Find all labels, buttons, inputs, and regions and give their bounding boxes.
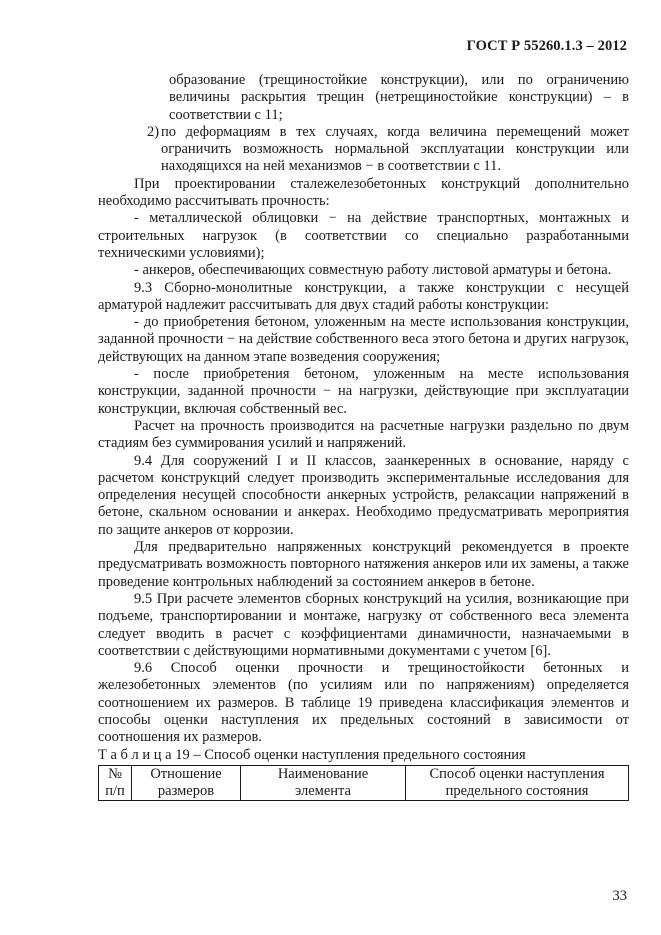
paragraph-item1-continuation: образование (трещиностойкие конструкции), или по ограничению величины раскрытия трещин (нетрещиностойкие конструкции) – в соответствии с 11; bbox=[169, 72, 629, 123]
paragraph: - после приобретения бетоном, уложенным на месте использования конструкции, заданной прочности − на нагрузки, действующие при эксплуатации конструкции, включая собственный вес. bbox=[98, 366, 629, 417]
table-caption: Т а б л и ц а 19 – Способ оценки наступления предельного состояния bbox=[98, 746, 526, 763]
table-19 bbox=[98, 765, 629, 801]
list-item-2 bbox=[98, 124, 629, 176]
table-header-cell: Способ оценки наступления предельного состояния bbox=[406, 765, 629, 800]
page-number: 33 bbox=[612, 888, 627, 904]
section-9-6: 9.6 Способ оценки прочности и трещиностойкости бетонных и железобетонных элементов (по усилиям или по напряжениям) определяется соотношением их размеров. В таблице 19 приведена классификация элементов и способы оценки наступления их предельных состояний в зависимости от соотношения их размеров. bbox=[98, 660, 629, 746]
section-9-3: 9.3 Сборно-монолитные конструкции, а также конструкции с несущей арматурой надлежит рассчитывать для двух стадий работы конструкции: bbox=[98, 279, 629, 313]
list-item-text: по деформациям в тех случаях, когда величина перемещений может ограничить возможность нормальной эксплуатации конструкции или находящихся на ней механизмов − в соответствии с 11. bbox=[161, 123, 629, 175]
table-header-cell: № п/п bbox=[99, 765, 132, 800]
paragraph: Расчет на прочность производится на расчетные нагрузки раздельно по двум стадиям без суммирования усилий и напряжений. bbox=[98, 417, 629, 452]
section-9-4: 9.4 Для сооружений I и II классов, заанкеренных в основание, наряду с расчетом конструкций следует производить экспериментальные исследования для определения несущей способности анкерных устройств, релаксации напряжений в бетоне, скальном основании и анкерах. Необходимо предусматривать мероприятия по защите анкеров от коррозии. bbox=[98, 452, 629, 538]
page-body bbox=[98, 72, 629, 801]
paragraph: - анкеров, обеспечивающих совместную работу листовой арматуры и бетона. bbox=[134, 262, 612, 279]
table-header-row bbox=[99, 765, 629, 800]
paragraph: - металлической облицовки − на действие транспортных, монтажных и строительных нагрузок (в соответствии со специально разработанными техническими условиями); bbox=[98, 210, 629, 261]
paragraph: При проектировании сталежелезобетонных конструкций дополнительно необходимо рассчитывать прочность: bbox=[98, 175, 629, 210]
table-header-cell: Наименование элемента bbox=[241, 765, 406, 800]
table-header-cell: Отношение размеров bbox=[132, 765, 241, 800]
paragraph: - до приобретения бетоном, уложенным на месте использования конструкции, заданной прочности − на действие собственного веса этого бетона и других нагрузок, действующих на данном этапе возведения сооружения; bbox=[98, 314, 629, 365]
section-9-5: 9.5 При расчете элементов сборных конструкций на усилия, возникающие при подъеме, транспортировании и монтаже, нагрузку от собственного веса элемента следует вводить в расчет с коэффициентами динамичности, назначаемыми в соответствии с действующими нормативными документами с учетом [6]. bbox=[98, 590, 629, 659]
list-item-number: 2) bbox=[147, 123, 160, 140]
paragraph: Для предварительно напряженных конструкций рекомендуется в проекте предусматривать возможность повторного натяжения анкеров или их замены, а также проведение контрольных наблюдений за состоянием анкеров в бетоне. bbox=[98, 539, 629, 590]
document-header: ГОСТ Р 55260.1.3 – 2012 bbox=[466, 38, 627, 54]
